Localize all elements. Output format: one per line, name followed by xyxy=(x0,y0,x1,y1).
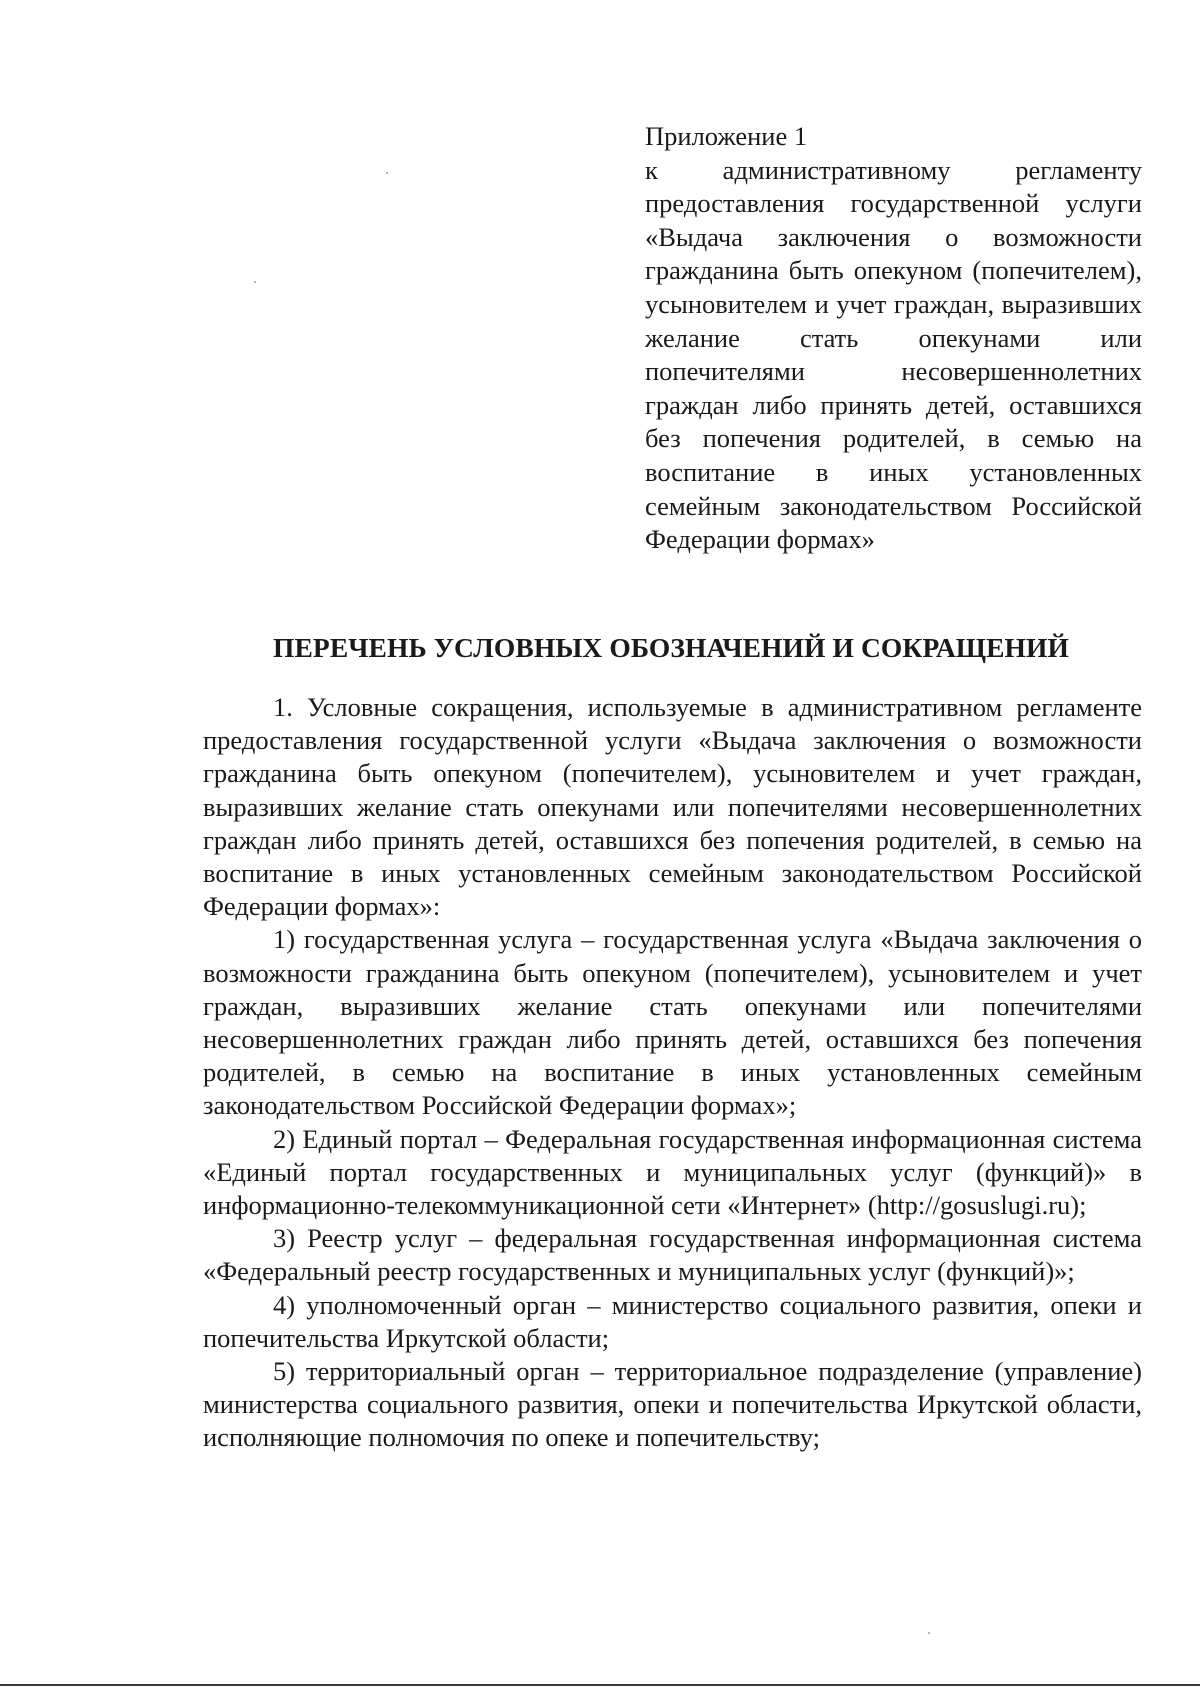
document-body xyxy=(203,691,1142,1455)
paragraph-item-4: 4) уполномоченный орган – министерство социального развития, опеки и попечительства Иркутской области; xyxy=(203,1289,1142,1353)
document-title: ПЕРЕЧЕНЬ УСЛОВНЫХ ОБОЗНАЧЕНИЙ И СОКРАЩЕНИЙ xyxy=(273,632,1069,663)
scan-speck xyxy=(254,281,256,283)
paragraph-item-3: 3) Реестр услуг – федеральная государственная информационная система «Федеральный реестр государственных и муниципальных услуг (функций)»; xyxy=(203,1223,1142,1287)
paragraph-item-5: 5) территориальный орган – территориальное подразделение (управление) министерства социального развития, опеки и попечительства Иркутской области, исполняющие полномочия по опеке и попечительству; xyxy=(203,1356,1142,1453)
appendix-header xyxy=(645,120,1142,557)
scan-speck xyxy=(928,1632,930,1634)
appendix-text: к административному регламенту предоставления государственной услуги «Выдача заключения о возможности гражданина быть опекуном (попечителем), усыновителем и учет граждан, выразивших желание стать опекунами или попечителями несовершеннолетних граждан либо принять детей, оставшихся без попечения родителей, в семью на воспитание в иных установленных семейным законодательством Российской Федерации формах» xyxy=(645,154,1142,555)
paragraph-item-1: 1) государственная услуга – государственная услуга «Выдача заключения о возможности гражданина быть опекуном (попечителем), усыновителем и учет граждан, выразивших желание стать опекунами или попечителями несовершеннолетних граждан либо принять детей, оставшихся без попечения родителей, в семью на воспитание в иных установленных семейным законодательством Российской Федерации формах»; xyxy=(203,924,1142,1121)
paragraph-item-2: 2) Единый портал – Федеральная государственная информационная система «Единый портал государственных и муниципальных услуг (функций)» в информационно-телекоммуникационной сети «Интернет» (http://gosuslugi.ru); xyxy=(203,1123,1142,1221)
scan-bottom-edge-line xyxy=(0,1684,1200,1686)
appendix-label: Приложение 1 xyxy=(645,121,808,151)
scan-speck xyxy=(386,172,388,174)
paragraph-intro: 1. Условные сокращения, используемые в административном регламенте предоставления государственной услуги «Выдача заключения о возможности гражданина быть опекуном (попечителем), усыновителем и учет граждан, выразивших желание стать опекунами или попечителями несовершеннолетних граждан либо принять детей, оставшихся без попечения родителей, в семью на воспитание в иных установленных семейным законодательством Российской Федерации формах»: xyxy=(203,692,1142,922)
